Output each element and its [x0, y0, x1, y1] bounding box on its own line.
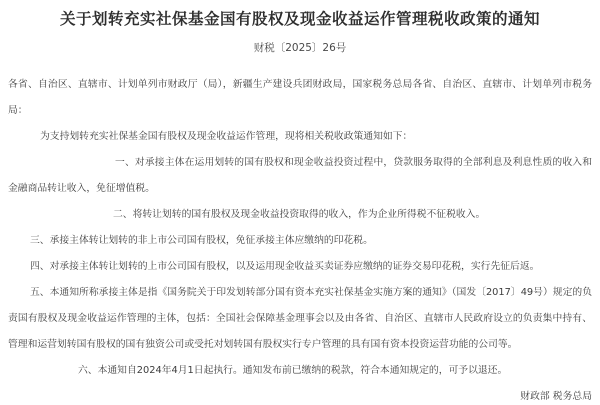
- salutation-paragraph: 各省、自治区、直辖市、计划单列市财政厅（局），新疆生产建设兵团财政局，国家税务总局各省、自治区、直辖市、计划单列市税务局：: [8, 79, 592, 116]
- issuing-authority-signature: 财政部 税务总局: [520, 391, 592, 402]
- notice-item-1: 一、对承接主体在运用划转的国有股权和现金收益投资过程中，贷款服务取得的全部利息及利息性质的收入和金融商品转让收入，免征增值税。: [8, 157, 592, 194]
- document-title: 关于划转充实社保基金国有股权及现金收益运作管理税收政策的通知: [59, 10, 540, 28]
- document-body: [0, 72, 600, 405]
- notice-item-5: 五、本通知所称承接主体是指《国务院关于印发划转部分国有资本充实社保基金实施方案的通知》（国发〔2017〕49号）规定的负责国有股权及现金收益运作管理的主体，包括：全国社会保障基金理事会以及由各省、自治区、直辖市人民政府设立的负责集中持有、管理和运营划转国有股权的国有独资公司或受托对划转国有股权实行专户管理的具有国有资本投资运营功能的公司等。: [8, 287, 592, 350]
- intro-paragraph: 为支持划转充实社保基金国有股权及现金收益运作管理，现将相关税收政策通知如下：: [40, 131, 413, 142]
- notice-item-2: 二、将转让划转的国有股权及现金收益投资取得的收入，作为企业所得税不征税收入。: [113, 209, 486, 220]
- notice-item-3: 三、承接主体转让划转的非上市公司国有股权，免征承接主体应缴纳的印花税。: [30, 235, 373, 246]
- notice-item-6: 六、本通知自2024年4月1日起执行。通知发布前已缴纳的税款，符合本通知规定的，可予以退还。: [78, 365, 508, 376]
- document-number: 财税〔2025〕26号: [253, 42, 347, 54]
- notice-item-4: 四、对承接主体转让划转的上市公司国有股权，以及运用现金收益买卖证券应缴纳的证券交易印花税，实行先征后返。: [30, 261, 540, 272]
